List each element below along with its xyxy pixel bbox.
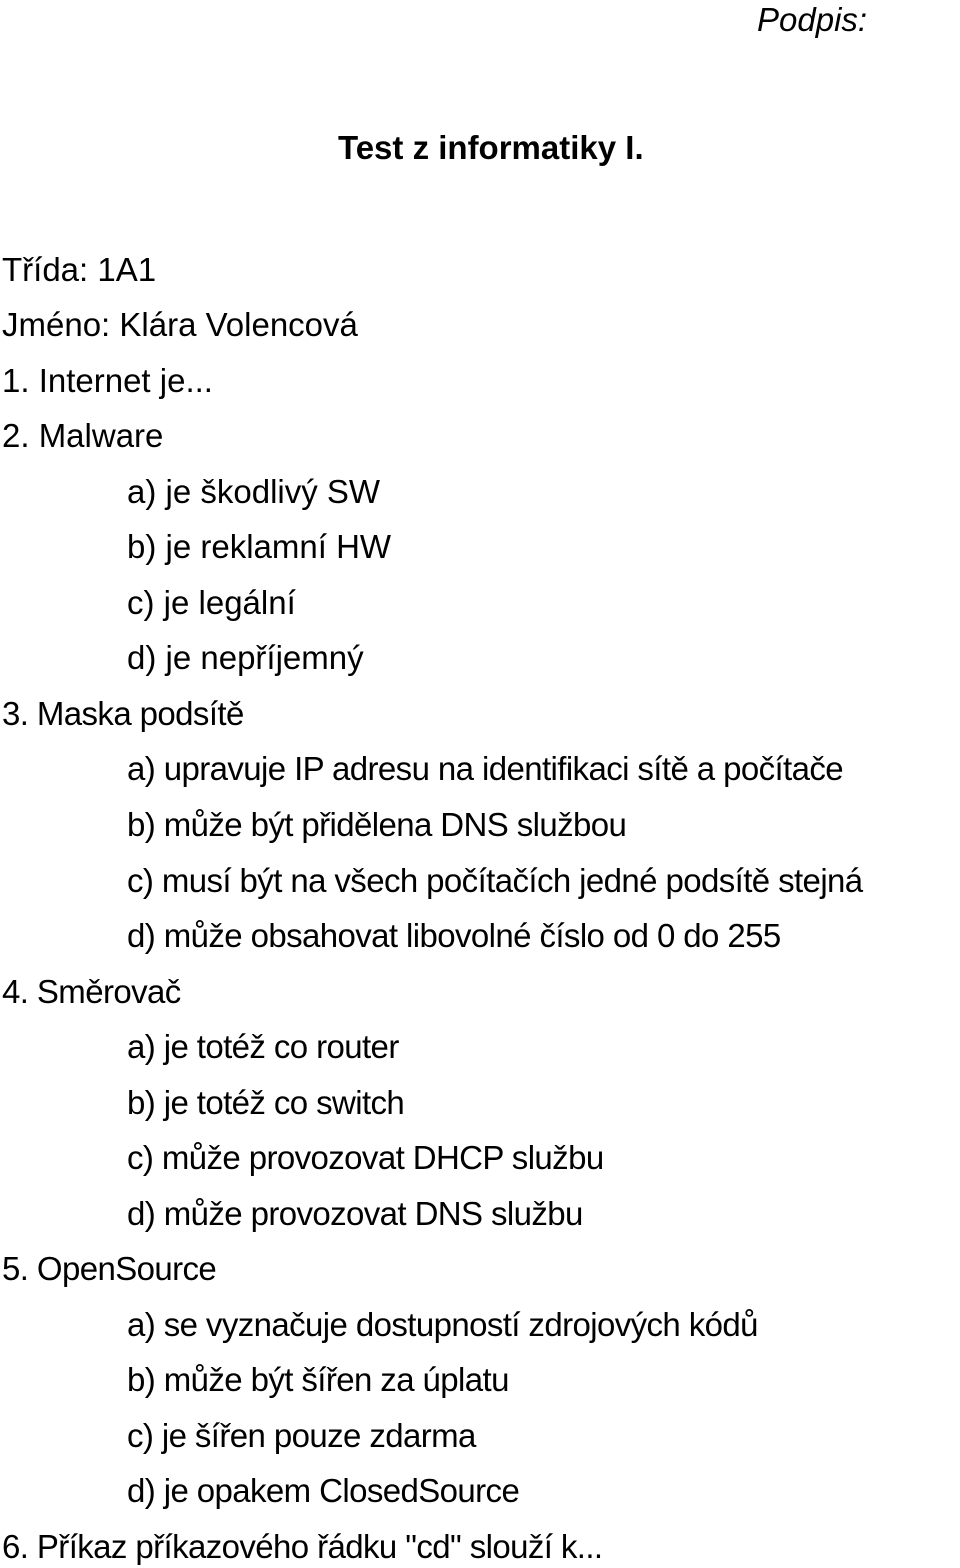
name-line: Jméno: Klára Volencová (2, 306, 358, 343)
question-4: 4. Směrovač (2, 973, 181, 1010)
question-2: 2. Malware (2, 417, 164, 454)
question-2-option-b: b) je reklamní HW (127, 528, 392, 565)
question-5: 5. OpenSource (2, 1250, 217, 1287)
page-title: Test z informatiky I. (338, 129, 644, 166)
signature-label: Podpis: (757, 1, 868, 38)
question-3-option-b: b) může být přidělena DNS službou (127, 806, 627, 843)
question-6: 6. Příkaz příkazového řádku "cd" slouží k... (2, 1528, 603, 1565)
question-5-option-d: d) je opakem ClosedSource (127, 1472, 520, 1509)
question-4-option-d: d) může provozovat DNS službu (127, 1195, 583, 1232)
question-3-option-d: d) může obsahovat libovolné číslo od 0 do 255 (127, 917, 781, 954)
question-3: 3. Maska podsítě (2, 695, 244, 732)
question-4-option-a: a) je totéž co router (127, 1028, 399, 1065)
question-2-option-c: c) je legální (127, 584, 296, 621)
question-2-option-a: a) je škodlivý SW (127, 473, 381, 510)
question-5-option-a: a) se vyznačuje dostupností zdrojových kódů (127, 1306, 758, 1343)
class-line: Třída: 1A1 (2, 251, 157, 288)
question-4-option-b: b) je totéž co switch (127, 1084, 405, 1121)
question-5-option-b: b) může být šířen za úplatu (127, 1361, 509, 1398)
question-5-option-c: c) je šířen pouze zdarma (127, 1417, 476, 1454)
question-1: 1. Internet je... (2, 362, 213, 399)
question-4-option-c: c) může provozovat DHCP službu (127, 1139, 604, 1176)
question-3-option-c: c) musí být na všech počítačích jedné podsítě stejná (127, 862, 863, 899)
question-2-option-d: d) je nepříjemný (127, 639, 364, 676)
question-3-option-a: a) upravuje IP adresu na identifikaci sítě a počítače (127, 750, 844, 787)
